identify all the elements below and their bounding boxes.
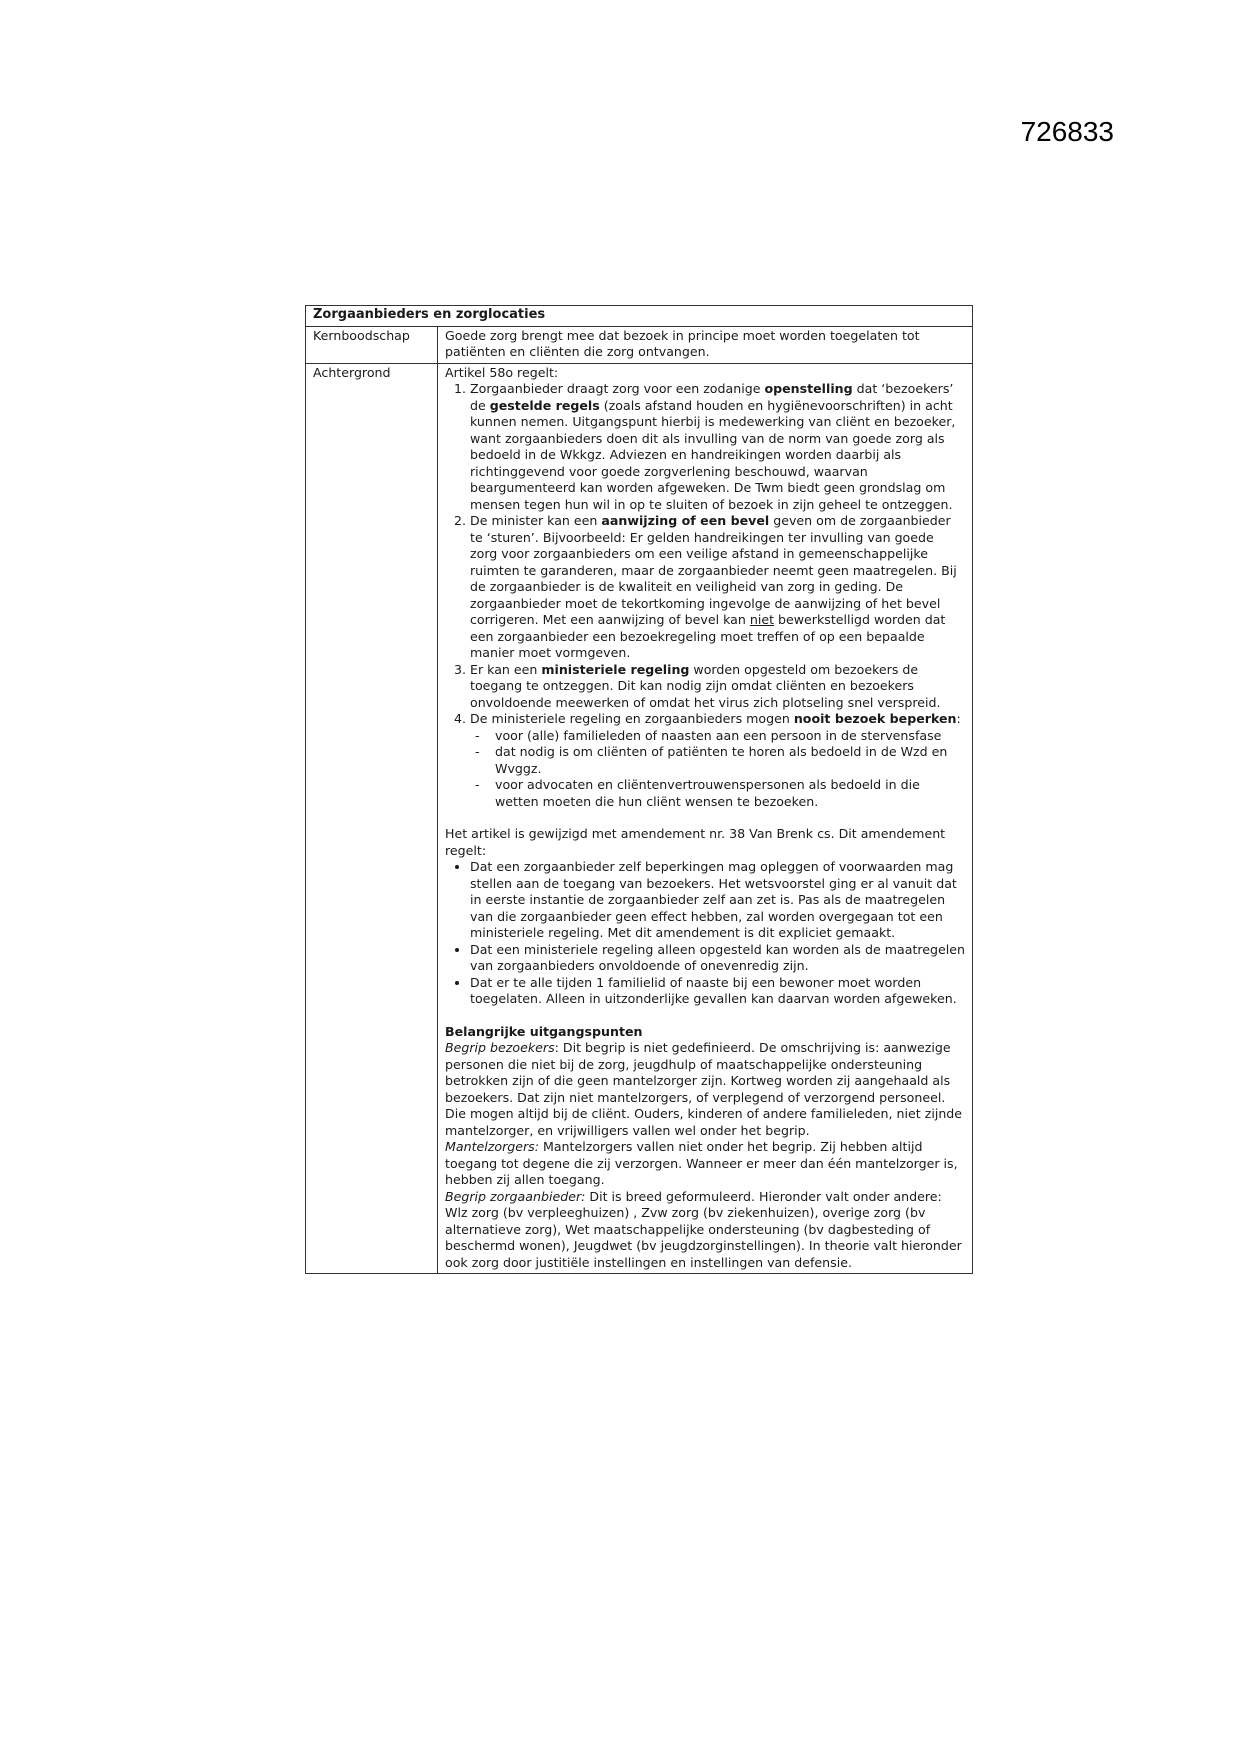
content-table	[305, 305, 973, 1274]
list-item: • Dat een zorgaanbieder zelf beperkingen mag opleggen of voorwaarden mag stellen aan de toegang van bezoekers. Het wetsvoorstel ging er al vanuit dat in eerste instantie de zorgaanbieder zelf aan zet is. Pas als de maatregelen van die zorgaanbieder geen effect hebben, zal worden overgegaan tot een ministeriele regeling. Met dit amendement is dit expliciet gemaakt.	[470, 859, 965, 942]
principle-mantelzorgers: Mantelzorgers: Mantelzorgers vallen niet onder het begrip. Zij hebben altijd toegang tot degene die zij verzorgen. Wanneer er meer dan één mantelzorger is, hebben zij allen toegang.	[445, 1139, 958, 1187]
table-row	[306, 326, 973, 363]
table-header-row	[306, 306, 973, 327]
amendment-intro: Het artikel is gewijzigd met amendement nr. 38 Van Brenk cs. Dit amendement regelt:	[445, 826, 946, 858]
list-item: 1. Zorgaanbieder draagt zorg voor een zodanige openstelling dat ‘bezoekers’ de gestelde regels (zoals afstand houden en hygiënevoorschriften) in acht kunnen nemen. Uitgangspunt hierbij is medewerking van cliënt en bezoeker, want zorgaanbieders doen dit als invulling van de norm van goede zorg als bedoeld in de Wkkgz. Adviezen en handreikingen worden daarbij als richtinggevend voor goede zorgverlening beschouwd, waarvan beargumenteerd kan worden afgeweken. De Twm biedt geen grondslag om mensen tegen hun wil in op te sluiten of bezoek in zijn geheel te ontzeggen.	[470, 381, 965, 513]
list-item: 3. Er kan een ministeriele regeling worden opgesteld om bezoekers de toegang te ontzeggen. Dit kan nodig zijn omdat cliënten en bezoekers onvoldoende meewerken of omdat het virus zich plotseling snel verspreid.	[470, 662, 965, 712]
principle-bezoekers: Begrip bezoekers: Dit begrip is niet gedefinieerd. De omschrijving is: aanwezige personen die niet bij de zorg, jeugdhulp of maatschappelijke ondersteuning betrokken zijn of die geen mantelzorger zijn. Kortweg worden zij aangehaald als bezoekers. Dat zijn niet mantelzorgers, of verplegend of verzorgend personeel. Die mogen altijd bij de cliënt. Ouders, kinderen of andere familieleden, niet zijnde mantelzorger, en vrijwilligers vallen wel onder het begrip.	[445, 1040, 963, 1138]
principles-heading: Belangrijke uitgangspunten	[445, 1023, 643, 1039]
list-item: - voor (alle) familieleden of naasten aan een persoon in de stervensfase	[495, 728, 965, 745]
list-item: - dat nodig is om cliënten of patiënten te horen als bedoeld in de Wzd en Wvggz.	[495, 744, 965, 777]
row-label-kernboodschap: Kernboodschap	[306, 326, 438, 363]
document-number: 726833	[1020, 116, 1114, 147]
list-item: • Dat een ministeriele regeling alleen opgesteld kan worden als de maatregelen van zorgaanbieders onvoldoende of onevenredig zijn.	[470, 942, 965, 975]
exceptions-list	[470, 728, 965, 811]
list-item: - voor advocaten en cliëntenvertrouwenspersonen als bedoeld in die wetten moeten die hun cliënt wensen te bezoeken.	[495, 777, 965, 810]
achtergrond-cell	[438, 363, 973, 1274]
article-numbered-list	[445, 381, 965, 810]
kernboodschap-text: Goede zorg brengt mee dat bezoek in principe moet worden toegelaten tot patiënten en cliënten die zorg ontvangen.	[438, 326, 973, 363]
principle-zorgaanbieder: Begrip zorgaanbieder: Dit is breed geformuleerd. Hieronder valt onder andere: Wlz zorg (bv verpleeghuizen) , Zvw zorg (bv ziekenhuizen), overige zorg (bv alternatieve zorg), Wet maatschappelijke ondersteuning (bv dagbesteding of beschermd wonen), Jeugdwet (bv jeugdzorginstellingen). In theorie valt hieronder ook zorg door justitiële instellingen en instellingen van defensie.	[445, 1188, 962, 1270]
list-item: 4. De ministeriele regeling en zorgaanbieders mogen nooit bezoek beperken: - voor (alle) familieleden of naasten aan een persoon in de stervensfase - dat nodig is om cliënten of patiënten te horen als bedoeld in de Wzd en Wvggz. - voor advocaten en cliëntenvertrouwenspersonen als bedoeld in die wetten moeten die hun cliënt wensen te bezoeken.	[470, 711, 965, 810]
table-row	[306, 363, 973, 1274]
list-item: 2. De minister kan een aanwijzing of een bevel geven om de zorgaanbieder te ‘sturen’. Bijvoorbeeld: Er gelden handreikingen ter invulling van goede zorg voor zorgaanbieders om een veilige afstand in gemeenschappelijke ruimten te garanderen, maar de zorgaanbieder neemt geen maatregelen. Bij de zorgaanbieder is de kwaliteit en veiligheid van zorg in geding. De zorgaanbieder moet de tekortkoming ingevolge de aanwijzing of het bevel corrigeren. Met een aanwijzing of bevel kan niet bewerkstelligd worden dat een zorgaanbieder een bezoekregeling moet treffen of op een bepaalde manier moet vormgeven.	[470, 513, 965, 662]
article-intro: Artikel 58o regelt:	[445, 364, 559, 380]
row-label-achtergrond: Achtergrond	[306, 363, 438, 1274]
table-title: Zorgaanbieders en zorglocaties	[306, 306, 973, 327]
amendment-list	[445, 859, 965, 1008]
list-item: • Dat er te alle tijden 1 familielid of naaste bij een bewoner moet worden toegelaten. Alleen in uitzonderlijke gevallen kan daarvan worden afgeweken.	[470, 975, 965, 1008]
